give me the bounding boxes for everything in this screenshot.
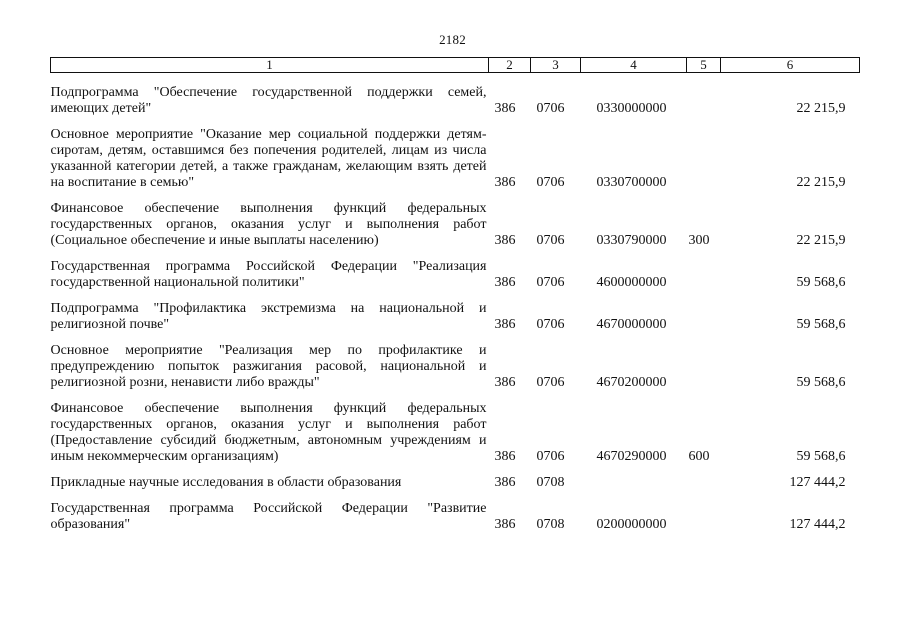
row-amount: 59 568,6 [796, 449, 846, 464]
table-row [51, 291, 860, 333]
row-target: 4600000000 [596, 275, 667, 290]
table-row [51, 391, 860, 465]
row-grbs: 386 [494, 233, 516, 248]
row-amount: 127 444,2 [789, 517, 846, 532]
row-grbs: 386 [494, 101, 516, 116]
budget-table [50, 57, 860, 533]
row-name: Основное мероприятие "Реализация мер по профилактике и предупреждению попыток разжигания расовой, национальной и религиозной розни, ненависти либо вражды" [50, 343, 487, 390]
row-expense-type [687, 249, 721, 291]
table-row [51, 73, 860, 118]
row-expense-type [687, 465, 721, 491]
row-grbs: 386 [494, 317, 516, 332]
row-expense-type [687, 491, 721, 533]
row-name: Подпрограмма "Обеспечение государственной поддержки семей, имеющих детей" [50, 85, 487, 116]
table-row [51, 249, 860, 291]
row-section: 0708 [536, 475, 565, 490]
row-expense-type: 600 [688, 449, 710, 464]
row-grbs: 386 [494, 375, 516, 390]
column-header-3: 3 [531, 58, 581, 73]
column-header-2: 2 [489, 58, 531, 73]
row-target: 0330790000 [596, 233, 667, 248]
row-target: 4670200000 [596, 375, 667, 390]
column-header-1: 1 [51, 58, 489, 73]
row-amount: 22 215,9 [796, 233, 846, 248]
row-expense-type [687, 291, 721, 333]
column-header-6: 6 [721, 58, 860, 73]
row-name: Подпрограмма "Профилактика экстремизма на национальной и религиозной почве" [50, 301, 487, 332]
table-row [51, 117, 860, 191]
row-section: 0706 [536, 375, 565, 390]
row-section: 0706 [536, 449, 565, 464]
row-name: Основное мероприятие "Оказание мер социальной поддержки детям-сиротам, детям, оставшимся без попечения родителей, лицам из числа указанной категории детей, а также гражданам, желающим взять детей на воспитание в семью" [50, 127, 487, 190]
row-grbs: 386 [494, 475, 516, 490]
row-grbs: 386 [494, 517, 516, 532]
row-expense-type: 300 [688, 233, 710, 248]
row-amount: 22 215,9 [796, 101, 846, 116]
table-row [51, 333, 860, 391]
row-amount: 22 215,9 [796, 175, 846, 190]
row-name: Финансовое обеспечение выполнения функций федеральных государственных органов, оказания услуг и выполнения работ (Предоставление субсидий бюджетным, автономным учреждениям и иным некоммерческим организациям) [50, 401, 487, 464]
row-section: 0706 [536, 317, 565, 332]
row-grbs: 386 [494, 275, 516, 290]
row-section: 0706 [536, 101, 565, 116]
row-expense-type [687, 117, 721, 191]
row-name: Государственная программа Российской Федерации "Реализация государственной национальной политики" [50, 259, 487, 290]
row-name: Прикладные научные исследования в области образования [50, 475, 402, 490]
row-expense-type [687, 333, 721, 391]
row-target: 4670290000 [596, 449, 667, 464]
column-number-header-row [51, 58, 860, 73]
row-target: 4670000000 [596, 317, 667, 332]
table-row [51, 465, 860, 491]
row-target: 0200000000 [596, 517, 667, 532]
row-target: 0330700000 [596, 175, 667, 190]
page-number: 2182 [439, 32, 466, 47]
table-row [51, 491, 860, 533]
row-target: 0330000000 [596, 101, 667, 116]
row-section: 0706 [536, 233, 565, 248]
row-amount: 59 568,6 [796, 317, 846, 332]
row-amount: 127 444,2 [789, 475, 846, 490]
column-header-4: 4 [581, 58, 687, 73]
row-section: 0708 [536, 517, 565, 532]
row-amount: 59 568,6 [796, 375, 846, 390]
row-grbs: 386 [494, 175, 516, 190]
row-name: Финансовое обеспечение выполнения функций федеральных государственных органов, оказания услуг и выполнения работ (Социальное обеспечение и иные выплаты населению) [50, 201, 487, 248]
row-amount: 59 568,6 [796, 275, 846, 290]
row-section: 0706 [536, 175, 565, 190]
row-grbs: 386 [494, 449, 516, 464]
row-target [581, 465, 687, 491]
row-name: Государственная программа Российской Федерации "Развитие образования" [50, 501, 487, 532]
column-header-5: 5 [687, 58, 721, 73]
row-expense-type [687, 73, 721, 118]
table-row [51, 191, 860, 249]
row-section: 0706 [536, 275, 565, 290]
